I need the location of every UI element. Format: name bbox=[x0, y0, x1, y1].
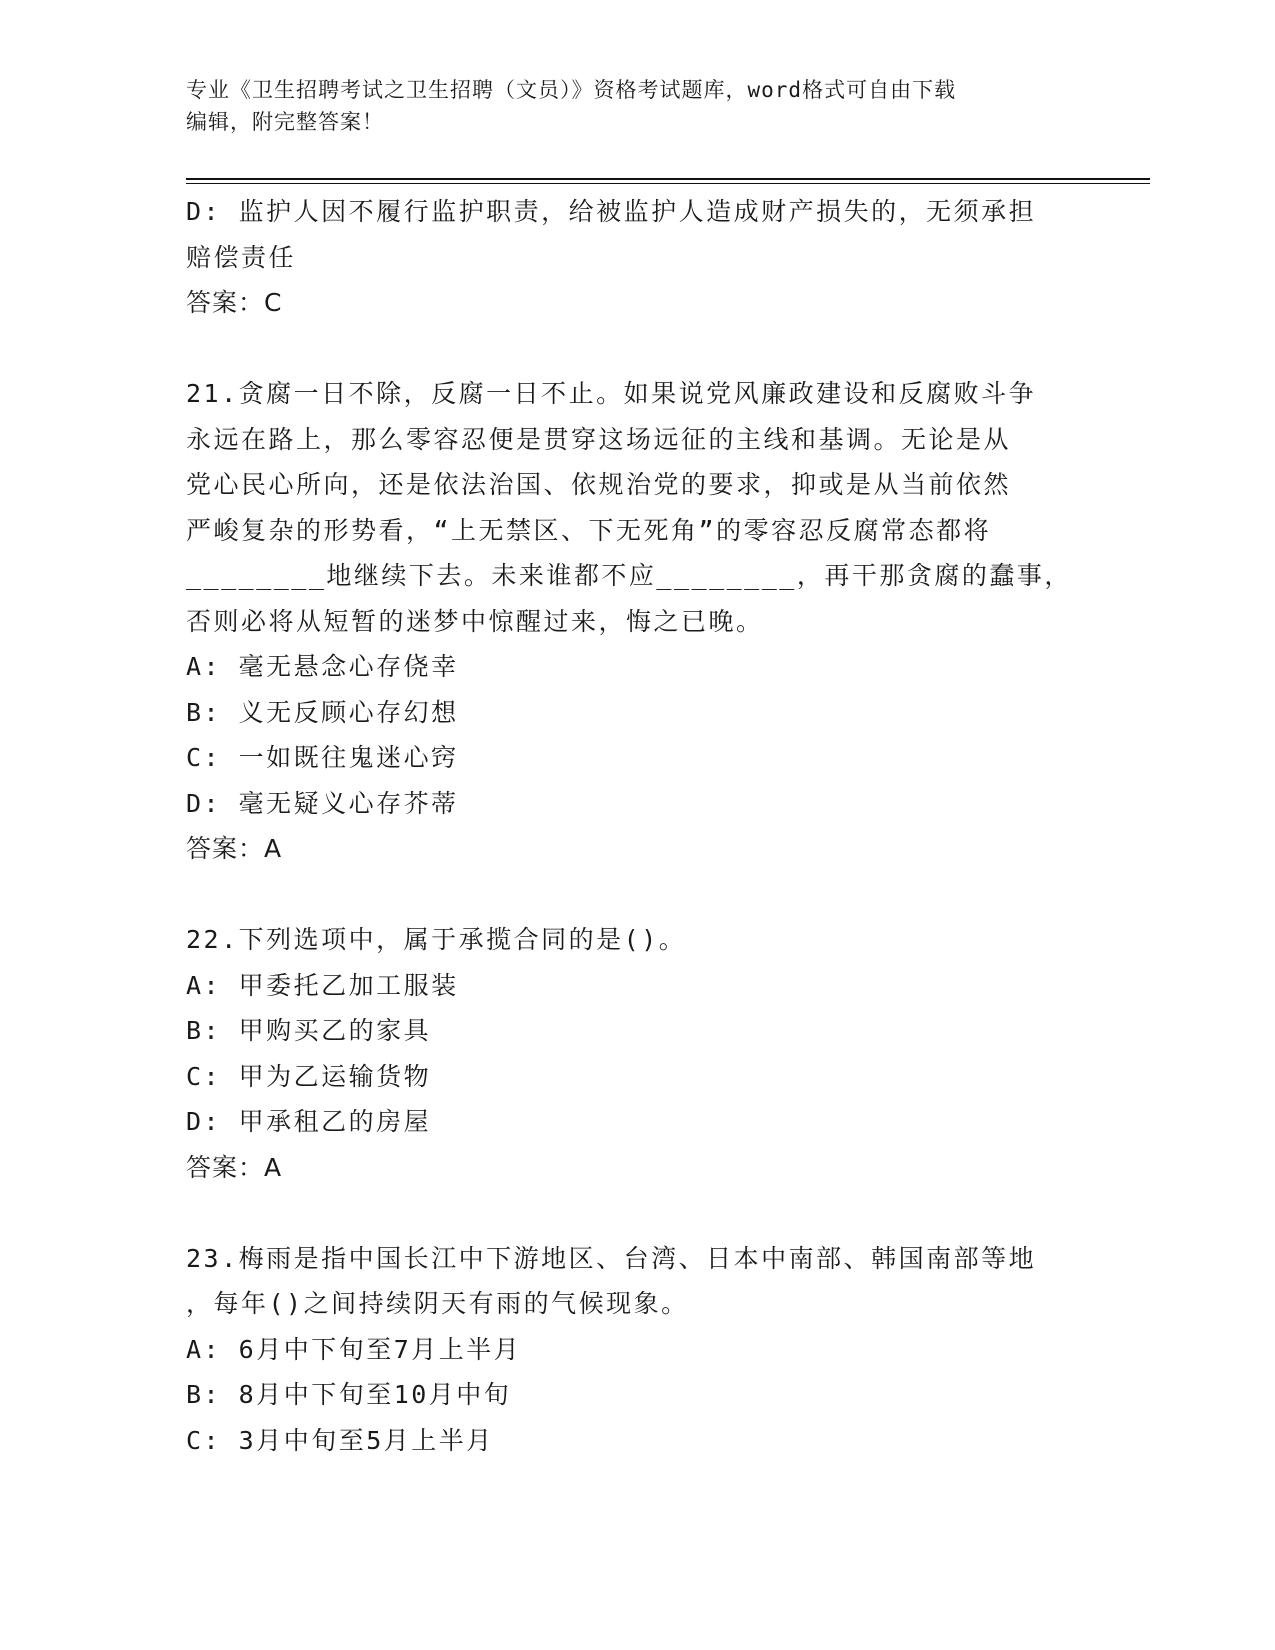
option-a: A: 毫无悬念心存侥幸 bbox=[186, 652, 459, 681]
option-d-line-2: 赔偿责任 bbox=[186, 242, 297, 272]
answer-line: 答案：C bbox=[186, 288, 283, 317]
question-21 bbox=[186, 371, 1086, 872]
question-stem-line: 严峻复杂的形势看，“上无禁区、下无死角”的零容忍反腐常态都将 bbox=[186, 515, 992, 545]
question-stem-line: 21.贪腐一日不除，反腐一日不止。如果说党风廉政建设和反腐败斗争 bbox=[186, 379, 1037, 408]
header-divider-thin bbox=[186, 183, 1150, 184]
question-23 bbox=[186, 1236, 1086, 1464]
option-b: B: 8月中下旬至10月中旬 bbox=[186, 1380, 512, 1409]
option-b: B: 甲购买乙的家具 bbox=[186, 1016, 432, 1045]
option-c: C: 一如既往鬼迷心窍 bbox=[186, 743, 459, 772]
option-a: A: 6月中下旬至7月上半月 bbox=[186, 1334, 522, 1364]
question-stem-line: 党心民心所向，还是依法治国、依规治党的要求，抑或是从当前依然 bbox=[186, 470, 1012, 499]
spacer bbox=[186, 1190, 1086, 1236]
question-22 bbox=[186, 917, 1086, 1190]
question-content bbox=[186, 189, 1086, 1463]
option-c: C: 甲为乙运输货物 bbox=[186, 1061, 432, 1091]
header-line-2: 编辑，附完整答案！ bbox=[186, 110, 384, 134]
document-header bbox=[186, 74, 1086, 138]
previous-question-tail bbox=[186, 189, 1086, 326]
answer-line: 答案：A bbox=[186, 1152, 283, 1182]
option-d: D: 毫无疑义心存芥蒂 bbox=[186, 788, 459, 818]
option-d-line-1: D: 监护人因不履行监护职责，给被监护人造成财产损失的，无须承担 bbox=[186, 197, 1037, 226]
question-stem-line: ，每年()之间持续阴天有雨的气候现象。 bbox=[186, 1289, 689, 1318]
question-stem-line: 22.下列选项中，属于承揽合同的是()。 bbox=[186, 925, 687, 954]
answer-line: 答案：A bbox=[186, 834, 283, 863]
question-stem-line: ________地继续下去。未来谁都不应________，再干那贪腐的蠢事， bbox=[186, 561, 1072, 590]
option-c: C: 3月中旬至5月上半月 bbox=[186, 1425, 494, 1455]
question-stem-line: 永远在路上，那么零容忍便是贯穿这场远征的主线和基调。无论是从 bbox=[186, 424, 1012, 454]
option-d: D: 甲承租乙的房屋 bbox=[186, 1107, 432, 1136]
option-b: B: 义无反顾心存幻想 bbox=[186, 697, 459, 727]
option-a: A: 甲委托乙加工服装 bbox=[186, 970, 459, 1000]
question-stem-line: 23.梅雨是指中国长江中下游地区、台湾、日本中南部、韩国南部等地 bbox=[186, 1243, 1037, 1273]
header-line-1: 专业《卫生招聘考试之卫生招聘（文员）》资格考试题库，word格式可自由下载 bbox=[186, 78, 957, 102]
spacer bbox=[186, 326, 1086, 372]
spacer bbox=[186, 872, 1086, 918]
question-stem-line: 否则必将从短暂的迷梦中惊醒过来，悔之已晚。 bbox=[186, 606, 764, 636]
header-divider-thick bbox=[186, 178, 1150, 180]
